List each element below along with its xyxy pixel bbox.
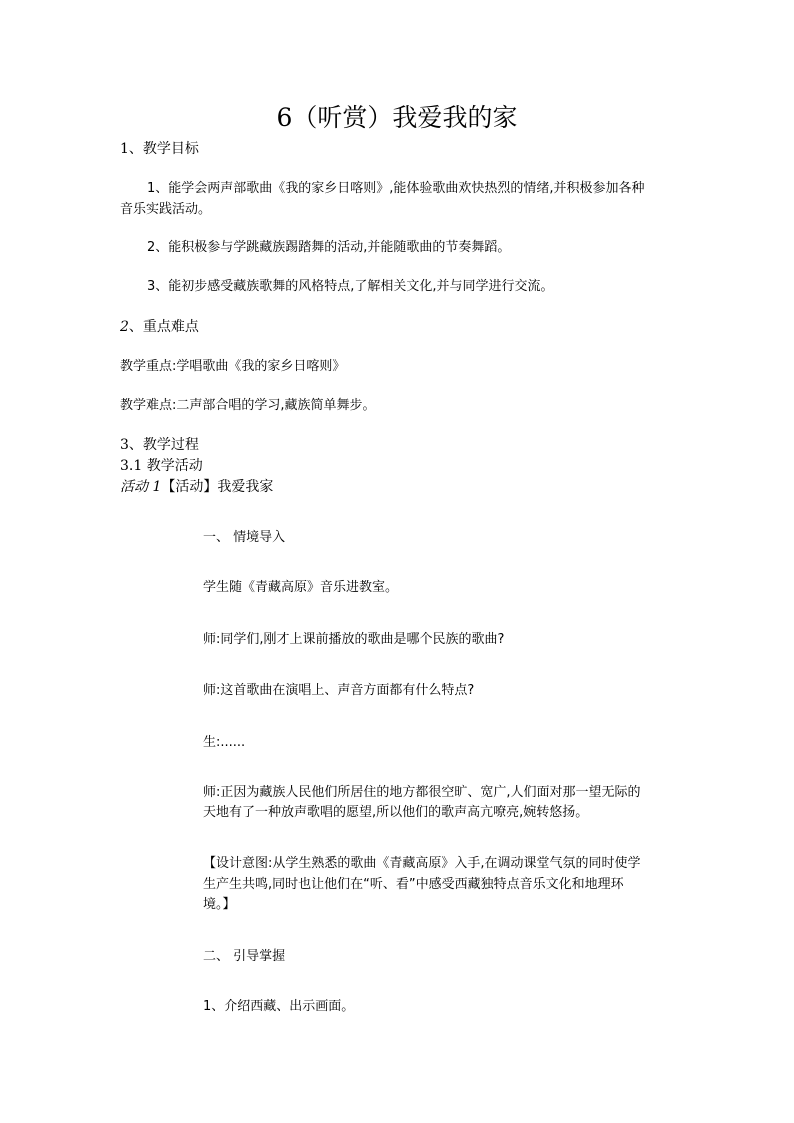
goal-1-line-1: 1、能学会两声部歌曲《我的家乡日喀则》,能体验歌曲欢快热烈的情绪,并积极参加各种 bbox=[147, 181, 645, 196]
design-intent-line-1: 【设计意图:从学生熟悉的歌曲《青藏高原》入手,在调动课堂气氛的同时使学 bbox=[203, 856, 641, 871]
part-1-title: 一、 情境导入 bbox=[203, 530, 286, 545]
design-intent-line-2: 生产生共鸣,同时也让他们在“听、看”中感受西藏独特点音乐文化和地理环 bbox=[203, 877, 624, 892]
section1-heading: 1、教学目标 bbox=[120, 141, 199, 157]
paragraph-6: 1、介绍西藏、出示画面。 bbox=[203, 999, 355, 1014]
section2-heading-text: 、重点难点 bbox=[128, 319, 199, 335]
paragraph-1: 学生随《青藏高原》音乐进教室。 bbox=[203, 580, 399, 595]
activity-title: 【活动】我爱我家 bbox=[161, 479, 274, 495]
paragraph-3: 师:这首歌曲在演唱上、声音方面都有什么特点? bbox=[203, 683, 475, 698]
goal-1-line-2: 音乐实践活动。 bbox=[120, 202, 212, 217]
paragraph-2: 师:同学们,刚才上课前播放的歌曲是哪个民族的歌曲? bbox=[203, 632, 505, 647]
design-intent-line-3: 境。】 bbox=[203, 897, 236, 912]
difficulty-point: 教学难点:二声部合唱的学习,藏族简单舞步。 bbox=[120, 398, 376, 413]
goal-3: 3、能初步感受藏族歌舞的风格特点,了解相关文化,并与同学进行交流。 bbox=[147, 279, 554, 294]
document-title: 6（听赏）我爱我的家 bbox=[276, 103, 518, 132]
section2-heading-number: 2 bbox=[120, 319, 129, 335]
paragraph-4: 生:...... bbox=[203, 735, 246, 750]
part-2-title: 二、 引导掌握 bbox=[203, 949, 286, 964]
section2-heading bbox=[120, 317, 199, 337]
goal-2: 2、能积极参与学跳藏族踢踏舞的活动,并能随歌曲的节奏舞蹈。 bbox=[147, 240, 511, 255]
key-point: 教学重点:学唱歌曲《我的家乡日喀则》 bbox=[120, 359, 346, 374]
activity-heading bbox=[120, 477, 273, 497]
paragraph-5-line-1: 师:正因为藏族人民他们所居住的地方都很空旷、宽广,人们面对那一望无际的 bbox=[203, 785, 641, 800]
activity-prefix: 活动 1 bbox=[120, 479, 162, 495]
section3-subheading: 3.1 教学活动 bbox=[120, 458, 203, 474]
paragraph-5-line-2: 天地有了一种放声歌唱的愿望,所以他们的歌声高亢嘹亮,婉转悠扬。 bbox=[203, 805, 589, 820]
section3-heading: 3、教学过程 bbox=[120, 437, 199, 453]
